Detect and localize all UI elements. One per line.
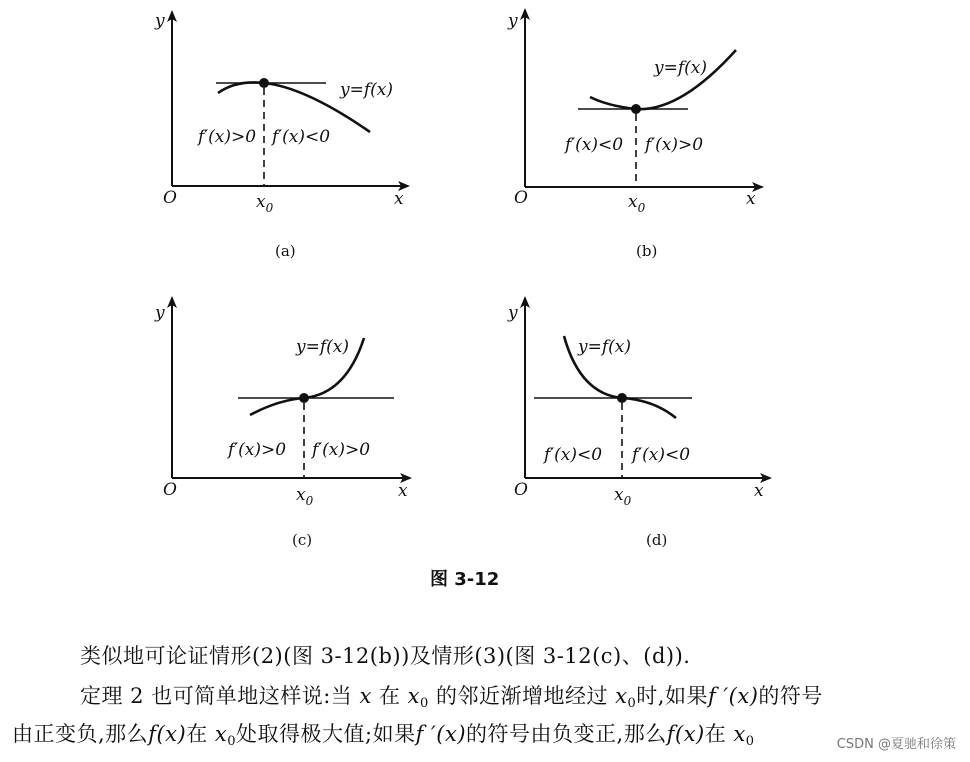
x-axis-label: x bbox=[746, 189, 756, 209]
extremum-point bbox=[631, 104, 641, 114]
math-sub: 0 bbox=[420, 696, 429, 711]
math-fprime: f ′(x) bbox=[415, 722, 467, 746]
text-segment: 类似地可论证情形(2)(图 3-12(b))及情形(3)(图 3-12(c)、(d)). bbox=[80, 644, 691, 668]
origin-label: O bbox=[514, 188, 528, 208]
panel-label: (b) bbox=[636, 242, 658, 260]
math-f: f(x) bbox=[148, 722, 187, 746]
x0-label: $x_0$ bbox=[628, 192, 646, 215]
math-sub: 0 bbox=[627, 696, 637, 711]
figure-caption: 图 3-12 bbox=[430, 569, 500, 590]
left-derivative-sign: f′(x)>0 bbox=[228, 440, 287, 460]
origin-label: O bbox=[163, 480, 177, 500]
text-segment: 由正变负,那么 bbox=[12, 722, 149, 746]
curve-label: y=f(x) bbox=[654, 58, 707, 78]
x0-label: $x_0$ bbox=[614, 485, 632, 508]
watermark: CSDN @夏驰和徐策 bbox=[836, 737, 956, 752]
origin-label: O bbox=[514, 480, 528, 500]
text-segment: 的符号 bbox=[758, 684, 823, 708]
math-x0: x bbox=[615, 684, 628, 708]
y-axis-label: y bbox=[155, 303, 165, 323]
panel-d bbox=[507, 298, 770, 549]
left-derivative-sign: f′(x)<0 bbox=[565, 135, 624, 155]
y-axis-label: y bbox=[155, 11, 165, 31]
text-segment: 的符号由负变正,那么 bbox=[466, 722, 667, 746]
right-derivative-sign: f′(x)>0 bbox=[645, 135, 704, 155]
text-segment: 处取得极大值;如果 bbox=[236, 722, 416, 746]
left-derivative-sign: f′(x)>0 bbox=[198, 127, 257, 147]
y-axis-label: y bbox=[508, 303, 518, 323]
left-derivative-sign: f′(x)<0 bbox=[544, 445, 603, 465]
panel-c bbox=[154, 298, 410, 549]
extremum-point bbox=[259, 78, 269, 88]
panel-label: (c) bbox=[292, 531, 313, 549]
y-axis-label: y bbox=[508, 11, 518, 31]
math-x0: x bbox=[214, 722, 228, 746]
panel-a bbox=[154, 11, 408, 260]
text-segment: 时,如果 bbox=[636, 684, 708, 708]
inflection-point bbox=[617, 393, 627, 403]
math-sub: 0 bbox=[227, 734, 237, 749]
curve-label: y=f(x) bbox=[578, 337, 631, 357]
x0-label: $x_0$ bbox=[256, 192, 274, 215]
right-derivative-sign: f′(x)<0 bbox=[632, 445, 691, 465]
x-axis-label: x bbox=[754, 481, 764, 501]
math-x: x bbox=[359, 684, 372, 708]
math-x0: x bbox=[733, 722, 746, 746]
text-segment: 在 bbox=[186, 722, 215, 746]
panel-label: (d) bbox=[646, 531, 668, 549]
x-axis-label: x bbox=[394, 189, 404, 209]
right-derivative-sign: f′(x)>0 bbox=[312, 440, 371, 460]
text-segment: 的邻近渐增地经过 bbox=[428, 684, 616, 708]
text-segment: 定理 2 也可简单地这样说:当 bbox=[80, 684, 360, 708]
right-derivative-sign: f′(x)<0 bbox=[272, 127, 331, 147]
panel-label: (a) bbox=[275, 242, 296, 260]
x-axis-label: x bbox=[398, 481, 408, 501]
curve-label: y=f(x) bbox=[340, 80, 393, 100]
math-x0: x bbox=[407, 684, 421, 708]
math-sub: 0 bbox=[745, 734, 755, 749]
paragraph-line-1 bbox=[80, 640, 970, 670]
curve-label: y=f(x) bbox=[296, 337, 349, 357]
text-segment: 在 bbox=[371, 684, 408, 708]
paragraph-line-2 bbox=[80, 680, 970, 711]
math-f: f(x) bbox=[666, 722, 705, 746]
x0-label: $x_0$ bbox=[296, 485, 314, 508]
inflection-point bbox=[299, 393, 309, 403]
paragraph-line-3 bbox=[12, 718, 970, 749]
text-segment: 在 bbox=[704, 722, 734, 746]
panel-b bbox=[507, 10, 762, 260]
math-fprime: f ′(x) bbox=[707, 684, 759, 708]
origin-label: O bbox=[163, 188, 177, 208]
